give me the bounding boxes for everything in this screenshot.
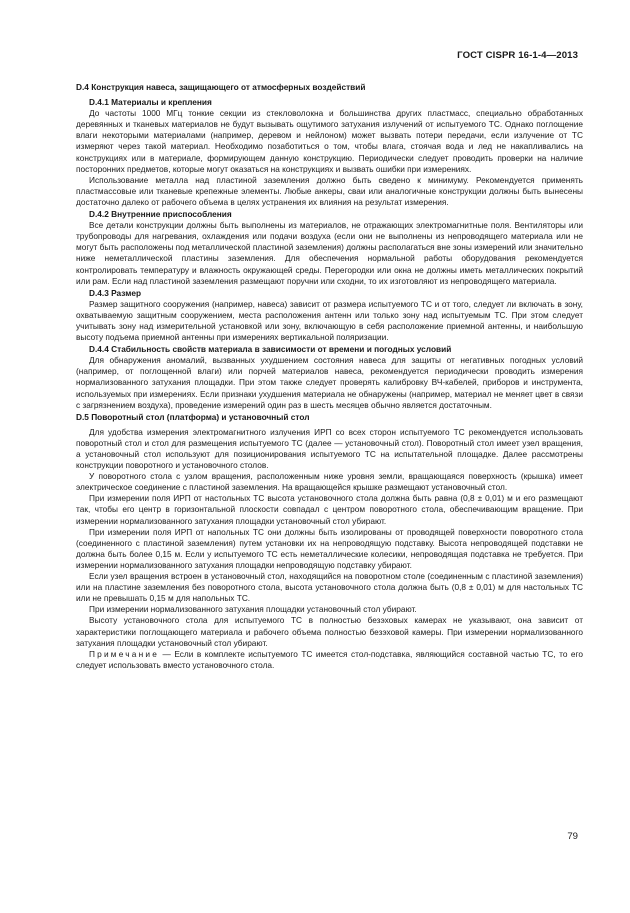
section-heading: D.5 Поворотный стол (платформа) и установочный стол [76, 411, 310, 422]
paragraph: Размер защитного сооружения (например, навеса) зависит от размера испытуемого ТС и от того, следует ли включать в зону, охватываемую защитным сооружением, места расположения антенн или только зону над испытуемым ТС. При этом следует учитывать зону над измерительной установкой или зону, включающую в себя расположение приемной антенны, и наибольшую высоту подъема приемной антенны при измерениях вертикальной поляризации. [76, 298, 583, 343]
subsection-heading: D.4.1 Материалы и крепления [89, 97, 212, 108]
page-number: 79 [567, 831, 578, 842]
paragraph: Использование металла над пластиной заземления должно быть сведено к минимуму. Рекомендуется применять пластмассовые или тканевые крепежные элементы. Любые анкеры, сваи или аналогичные конструкции должны быть вынесены достаточно далеко от рабочего объема в целях устранения их влияния на результат измерения. [76, 174, 583, 207]
paragraph: При измерении поля ИРП от настольных ТС высота установочного стола должна быть равна (0,8 ± 0,01) м и его размещают так, чтобы его центр в горизонтальной плоскости совпадал с центром поворотного стола, обеспечивающим вращение. При измерении нормализованного затухания площадки установочный стол убирают. [76, 493, 583, 526]
document-body [76, 82, 583, 671]
note-paragraph [76, 649, 583, 671]
paragraph: Все детали конструкции должны быть выполнены из материалов, не отражающих электромагнитные поля. Вентиляторы или трубопроводы для нагревания, охлаждения или подачи воздуха (если они не выполнены из непроводящего материала или не могут быть расположены под металлической пластиной заземления) должны располагаться вне зоны измерений или значительно ниже неметаллической пластины заземления. Для обеспечения нормальной работы оборудования рекомендуется контролировать температуру и влажность окружающей среды. Перегородки или окна не должны иметь металлических покрытий или рам. Если над пластиной заземления размещают поручни или сходни, то их изготовляют из непроводящего материала. [76, 220, 583, 286]
paragraph: Если узел вращения встроен в установочный стол, находящийся на поворотном столе (соединенным с пластиной заземления) или на пластине заземления без поворотного стола, высота установочного стола должна быть (0,8 ± 0,01) м для настольных ТС или не превышать 0,15 м для напольных ТС. [76, 571, 583, 604]
note-text: — Если в комплекте испытуемого ТС имеется стол-подставка, являющийся составной частью ТС, то его следует использовать вместо установочного стола. [76, 648, 583, 670]
paragraph: Для удобства измерения электромагнитного излучения ИРП со всех сторон испытуемого ТС рекомендуется использовать поворотный стол и стол для размещения испытуемого ТС (далее — установочный стол). Поворотный стол имеет узел вращения, а установочный стол используют для позиционирования испытуемого ТС на испытательной площадке. Далее рассмотрены конструкции поворотного и установочного столов. [76, 426, 583, 471]
paragraph: У поворотного стола с узлом вращения, расположенным ниже уровня земли, вращающаяся поверхность (крышка) имеет электрическое соединение с пластиной заземления. На вращающейся крышке размещают установочный стол. [76, 471, 583, 493]
subsection-heading: D.4.3 Размер [89, 287, 142, 298]
paragraph: При измерении поля ИРП от напольных ТС они должны быть изолированы от проводящей поверхности поворотного стола (соединенного с пластиной заземления) путем установки их на непроводящую подставку. Высота непроводящей подставки не должна быть более 0,15 м. Если у испытуемого ТС есть неметаллические колесики, непроводящая подставка не требуется. При измерении нормализованного затухания площадки непроводящую подставку убирают. [76, 526, 583, 570]
subsection-heading: D.4.2 Внутренние приспособления [89, 209, 232, 220]
section-heading: D.4 Конструкция навеса, защищающего от атмосферных воздействий [76, 82, 366, 92]
document-standard-id: ГОСТ CISPR 16-1-4—2013 [457, 50, 578, 61]
paragraph: Для обнаружения аномалий, вызванных ухудшением состояния навеса для защиты от негативных погодных условий (например, от поглощенной влаги) или порчей материалов навеса, рекомендуется периодически проводить измерения нормализованного затухания площадки. При этом также следует проверять калибровку ВЧ-кабелей, приборов и инструмента, используемых при измерениях. Если признаки ухудшения материала не обнаружены (например, материал не меняет цвет в связи с загрязнением воздуха), проведение измерений один раз в шесть месяцев обычно является достаточным. [76, 355, 583, 410]
paragraph: Высоту установочного стола для испытуемого ТС в полностью безэховых камерах не указывают, она зависит от характеристики поглощающего материала и рабочего объема полностью безэховой камеры. При измерении нормализованного затухания площадки установочный стол убирают. [76, 615, 583, 648]
note-label: Примечание [89, 648, 160, 659]
subsection-heading: D.4.4 Стабильность свойств материала в зависимости от времени и погодных условий [89, 344, 452, 355]
paragraph: При измерении нормализованного затухания площадки установочный стол убирают. [89, 604, 417, 615]
paragraph: До частоты 1000 МГц тонкие секции из стекловолокна и большинства других пластмасс, специально обработанных деревянных и тканевых материалов не будут вызывать ощутимого затухания излучений от испытуемого ТС. Однако поглощение влаги некоторыми материалами (например, деревом и нейлоном) может вызвать потери передачи, если излучение от ТС измеряют через такой материал. Необходимо позаботиться о том, чтобы влага, стоячая вода и лед не накапливались на конструкциях или в материале, формирующем данную конструкцию. Периодически следует проводить проверки на наличие посторонних предметов, которые могут оказаться на конструкциях и вызвать ошибки при измерениях. [76, 108, 583, 174]
